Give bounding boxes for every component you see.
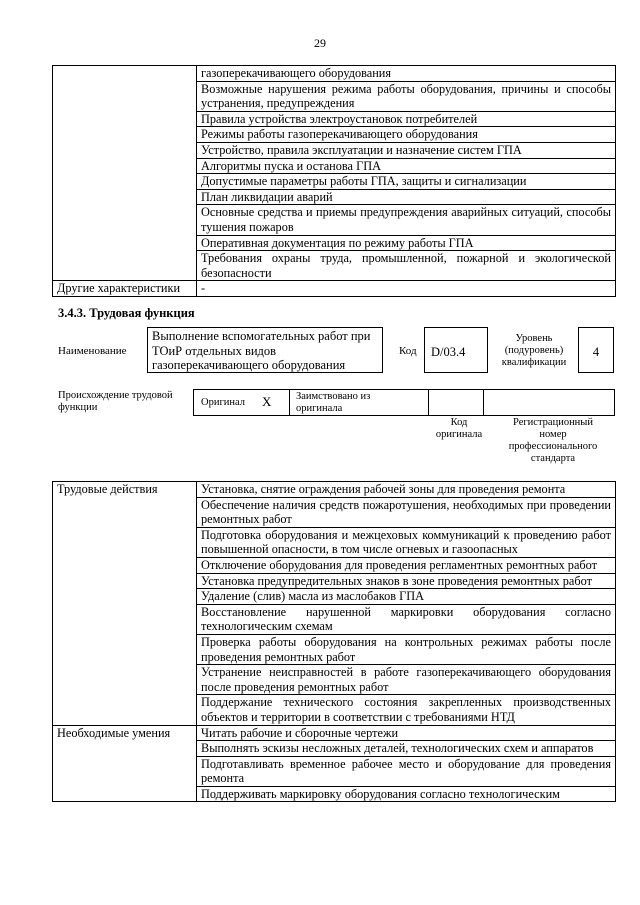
table-cell: Выполнять эскизы несложных деталей, технологических схем и аппаратов [197,741,616,757]
borrowed-label: Заимствовано из оригинала [296,391,371,414]
table-cell: Поддерживать маркировку оборудования согласно технологическим [197,786,616,802]
table-cell: Обеспечение наличия средств пожаротушения, необходимых при проведении ремонтных работ [197,497,616,527]
page-number: 29 [314,36,326,50]
table-cell: Устройство, правила эксплуатации и назначение систем ГПА [197,142,616,158]
other-characteristics-value: - [197,281,616,297]
table-cell: Допустимые параметры работы ГПА, защиты и сигнализации [197,174,616,190]
original-label: Оригинал [201,397,245,408]
section-title: 3.4.3. Трудовая функция [58,306,195,320]
original-mark: X [262,394,272,409]
function-name-box [147,327,383,373]
code-value: D/03.4 [431,345,466,359]
table-cell: Оперативная документация по режиму работы ГПА [197,235,616,251]
table-cell: Основные средства и приемы предупреждения аварийных ситуаций, способы тушения пожаров [197,205,616,235]
table-cell: Возможные нарушения режима работы оборудования, причины и способы устранения, предупреждения [197,81,616,111]
table-cell: План ликвидации аварий [197,189,616,205]
code-original-box [428,389,484,416]
borrowed-box [289,389,429,416]
table-cell: Правила устройства электроустановок потребителей [197,111,616,127]
code-original-label: Код оригинала [435,417,483,440]
table-cell: Установка, снятие ограждения рабочей зоны для проведения ремонта [197,482,616,498]
table-row [53,725,616,741]
reg-number-box [483,389,615,416]
table-cell: Восстановление нарушенной маркировки оборудования согласно технологическим схемам [197,604,616,634]
labor-actions-label: Трудовые действия [53,482,197,726]
table-cell: газоперекачивающего оборудования [197,66,616,82]
table-cell: Подготовка оборудования и межцеховых коммуникаций к проведению работ повышенной опасности, в том числе огневых и газоопасных [197,527,616,557]
level-label: Уровень (подуровень) квалификации [501,333,567,368]
level-value: 4 [592,345,600,359]
knowledge-label-cell [53,66,197,281]
table-cell: Алгоритмы пуска и останова ГПА [197,158,616,174]
table-cell: Устранение неисправностей в работе газоперекачивающего оборудования после проведения ремонтных работ [197,665,616,695]
knowledge-table [52,65,616,297]
table-cell: Отключение оборудования для проведения регламентных ремонтных работ [197,557,616,573]
table-cell: Поддержание технического состояния закрепленных производственных объектов и территории в соответствии с требованиями НТД [197,695,616,725]
table-cell: Требования охраны труда, промышленной, пожарной и экологической безопасности [197,251,616,281]
table-row [53,482,616,498]
table-cell: Проверка работы оборудования на контрольных режимах работы после проведения ремонтных работ [197,634,616,664]
table-cell: Удаление (слив) масла из маслобаков ГПА [197,589,616,605]
table-cell: Режимы работы газоперекачивающего оборудования [197,127,616,143]
level-box [578,327,614,373]
code-box [424,327,488,373]
function-name-value: Выполнение вспомогательных работ при ТОиР отдельных видов газоперекачивающего оборудования [152,329,371,372]
reg-number-label: Регистрационный номер профессионального стандарта [508,417,598,464]
name-label: Наименование [58,345,127,357]
table-cell: Подготавливать временное рабочее место и оборудование для проведения ремонта [197,756,616,786]
table-cell: Читать рабочие и сборочные чертежи [197,725,616,741]
origin-label: Происхождение трудовой функции [58,390,173,413]
required-skills-label: Необходимые умения [53,725,197,802]
original-box [193,389,290,416]
table-row [53,66,616,82]
table-cell: Установка предупредительных знаков в зоне проведения ремонтных работ [197,573,616,589]
functions-table [52,481,616,802]
table-row [53,281,616,297]
code-label: Код [399,345,417,357]
other-characteristics-label: Другие характеристики [53,281,197,297]
